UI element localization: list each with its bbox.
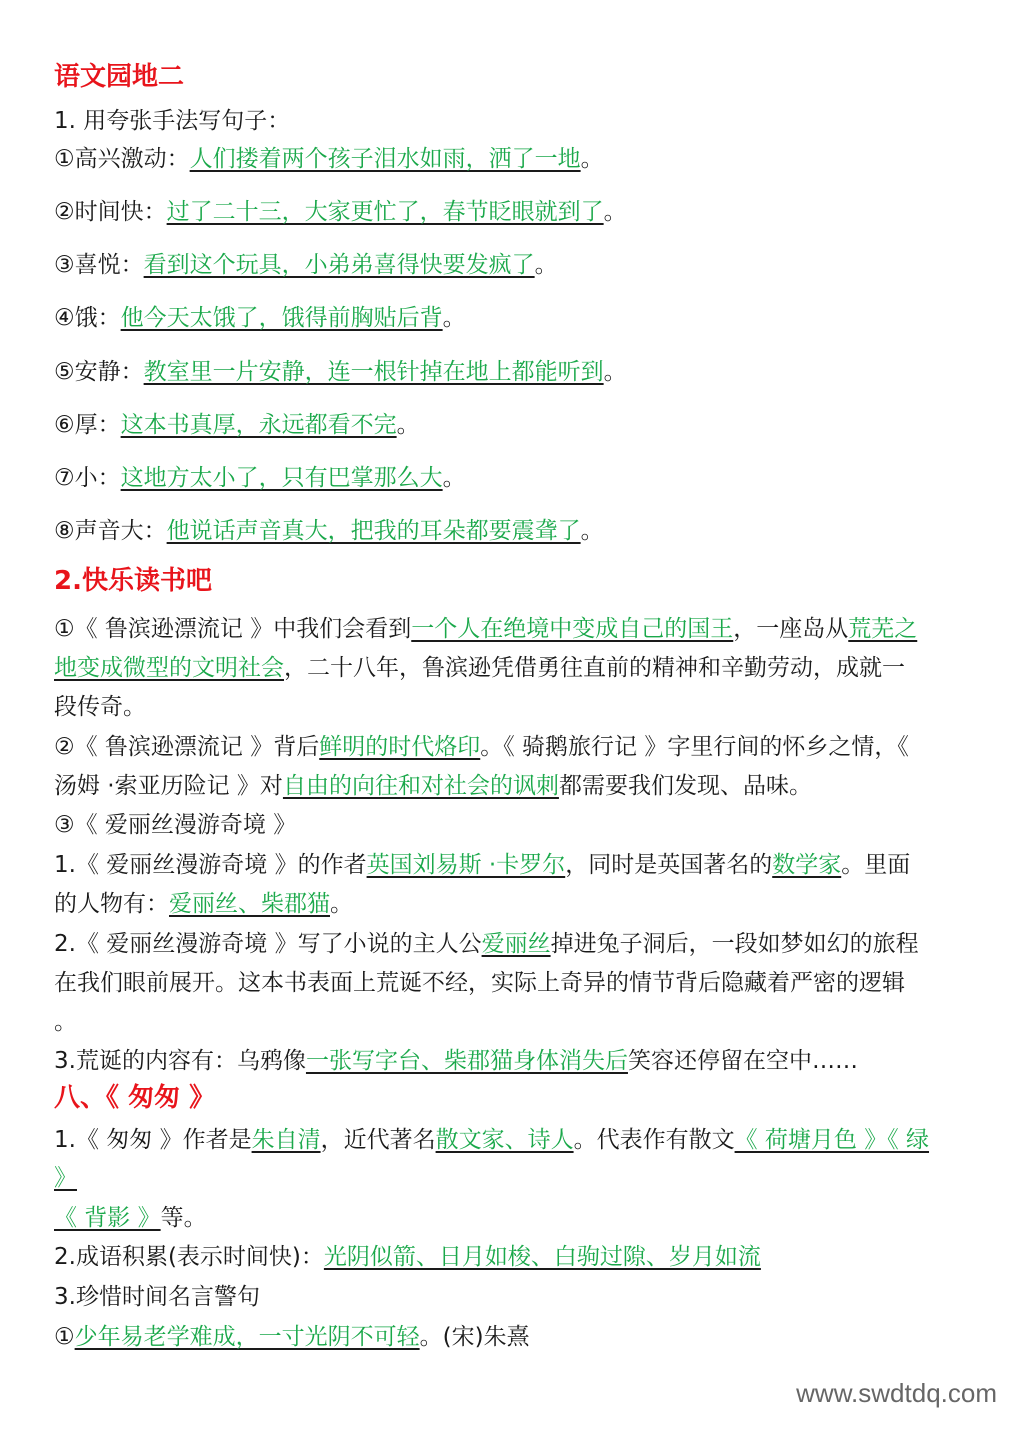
exaggeration-item xyxy=(54,250,985,280)
watermark: www.swdtdq.com xyxy=(796,1378,997,1408)
text: 2.成语积累(表示时间快)： xyxy=(54,1244,324,1270)
item-answer: 这地方太小了，只有巴掌那么大 xyxy=(120,465,443,491)
congcong-para-3: 3.珍惜时间名言警句 xyxy=(54,1284,260,1310)
item-label: ④饿： xyxy=(54,305,121,331)
answer: 鲜明的时代烙印 xyxy=(319,734,481,760)
answer: 光阴似箭、日月如梭、白驹过隙、岁月如流 xyxy=(323,1244,761,1270)
item-label: ③喜悦： xyxy=(54,252,144,278)
text: 1.《 匆匆 》作者是 xyxy=(54,1127,252,1153)
item-end: 。 xyxy=(396,412,420,438)
reading-para-1-line-1 xyxy=(54,614,985,644)
item-answer: 人们搂着两个孩子泪水如雨，洒了一地 xyxy=(189,146,581,172)
answer: 散文家、诗人 xyxy=(435,1127,574,1153)
reading-para-5-line-1 xyxy=(54,929,985,959)
item-answer: 过了二十三，大家更忙了，春节眨眼就到了 xyxy=(166,199,604,225)
answer: 地变成微型的文明社会 xyxy=(54,655,284,681)
text: ① xyxy=(54,1324,75,1350)
congcong-para-1-line-3 xyxy=(54,1203,985,1233)
answer: 英国刘易斯 ·卡罗尔 xyxy=(366,852,566,878)
text: 。代表作有散文 xyxy=(573,1127,735,1153)
exaggeration-item xyxy=(54,144,985,174)
text: ，同时是英国著名的 xyxy=(565,852,773,878)
answer: 》 xyxy=(54,1165,77,1191)
text: 3.荒诞的内容有：乌鸦像 xyxy=(54,1048,306,1074)
section-title-yuwen: 语文园地二 xyxy=(54,62,185,92)
answer: 爱丽丝、柴郡猫 xyxy=(169,891,330,917)
question-1: 1. 用夸张手法写句子： xyxy=(54,108,291,134)
reading-para-5-line-2: 在我们眼前展开。这本书表面上荒诞不经，实际上奇异的情节背后隐藏着严密的逻辑 xyxy=(54,970,905,996)
text: 笑容还停留在空中…… xyxy=(627,1048,858,1074)
exaggeration-item xyxy=(54,303,985,333)
item-end: 。 xyxy=(580,518,604,544)
answer: 数学家 xyxy=(772,852,842,878)
item-label: ⑧声音大： xyxy=(54,518,167,544)
congcong-para-4 xyxy=(54,1322,985,1352)
section-title-reading: 2.快乐读书吧 xyxy=(54,566,212,596)
text: 都需要我们发现、品味。 xyxy=(558,773,812,799)
answer: 《 背影 》 xyxy=(54,1205,161,1231)
reading-para-6 xyxy=(54,1046,985,1076)
text: 掉进兔子洞后，一段如梦如幻的旅程 xyxy=(550,931,919,957)
answer: 少年易老学难成，一寸光阴不可轻 xyxy=(74,1324,420,1350)
answer: 荒芜之 xyxy=(848,616,918,642)
reading-para-4-line-2 xyxy=(54,889,985,919)
item-end: 。 xyxy=(442,465,466,491)
item-end: 。 xyxy=(603,199,627,225)
item-answer: 他今天太饿了，饿得前胸贴后背 xyxy=(120,305,443,331)
item-end: 。 xyxy=(603,359,627,385)
text: ，二十八年，鲁滨逊凭借勇往直前的精神和辛勤劳动，成就一 xyxy=(284,655,905,681)
section-title-congcong: 八、《 匆匆 》 xyxy=(54,1083,216,1113)
answer: 《 荷塘月色 》《 绿 xyxy=(734,1127,930,1153)
text: 。(宋)朱熹 xyxy=(419,1324,530,1350)
item-end: 。 xyxy=(534,252,558,278)
item-end: 。 xyxy=(442,305,466,331)
text: 1.《 爱丽丝漫游奇境 》的作者 xyxy=(54,852,367,878)
item-label: ⑦小： xyxy=(54,465,121,491)
congcong-para-1-line-2 xyxy=(54,1163,985,1193)
text: 。里面 xyxy=(841,852,911,878)
item-answer: 教室里一片安静，连一根针掉在地上都能听到 xyxy=(143,359,604,385)
text: ①《 鲁滨逊漂流记 》中我们会看到 xyxy=(54,616,412,642)
text: ，近代著名 xyxy=(320,1127,436,1153)
exaggeration-item xyxy=(54,516,985,546)
text: 等。 xyxy=(160,1205,207,1231)
reading-para-5-line-3: 。 xyxy=(54,1009,77,1035)
reading-para-1-line-2 xyxy=(54,653,985,683)
text: 2.《 爱丽丝漫游奇境 》写了小说的主人公 xyxy=(54,931,482,957)
text: 的人物有： xyxy=(54,891,169,917)
reading-para-2-line-1 xyxy=(54,732,985,762)
text: ②《 鲁滨逊漂流记 》背后 xyxy=(54,734,320,760)
exaggeration-item xyxy=(54,463,985,493)
item-end: 。 xyxy=(580,146,604,172)
item-answer: 这本书真厚，永远都看不完 xyxy=(120,412,397,438)
congcong-para-2 xyxy=(54,1242,985,1272)
item-label: ②时间快： xyxy=(54,199,167,225)
item-answer: 看到这个玩具，小弟弟喜得快要发疯了 xyxy=(143,252,535,278)
reading-para-1-line-3: 段传奇。 xyxy=(54,694,146,720)
text: ，一座岛从 xyxy=(733,616,849,642)
exaggeration-item xyxy=(54,357,985,387)
text: 。 xyxy=(330,891,353,917)
congcong-para-1-line-1 xyxy=(54,1125,985,1155)
item-label: ⑥厚： xyxy=(54,412,121,438)
text: 。《 骑鹅旅行记 》字里行间的怀乡之情，《 xyxy=(480,734,909,760)
reading-para-3: ③《 爱丽丝漫游奇境 》 xyxy=(54,812,297,838)
item-label: ⑤安静： xyxy=(54,359,144,385)
text: 汤姆 ·索亚历险记 》对 xyxy=(54,773,283,799)
item-label: ①高兴激动： xyxy=(54,146,190,172)
reading-para-2-line-2 xyxy=(54,771,985,801)
exaggeration-item xyxy=(54,410,985,440)
answer: 自由的向往和对社会的讽刺 xyxy=(282,773,559,799)
exaggeration-item xyxy=(54,197,985,227)
answer: 一张写字台、柴郡猫身体消失后 xyxy=(305,1048,628,1074)
answer: 爱丽丝 xyxy=(481,931,551,957)
answer: 一个人在绝境中变成自己的国王 xyxy=(411,616,734,642)
reading-para-4-line-1 xyxy=(54,850,985,880)
item-answer: 他说话声音真大，把我的耳朵都要震聋了 xyxy=(166,518,581,544)
answer: 朱自清 xyxy=(251,1127,321,1153)
